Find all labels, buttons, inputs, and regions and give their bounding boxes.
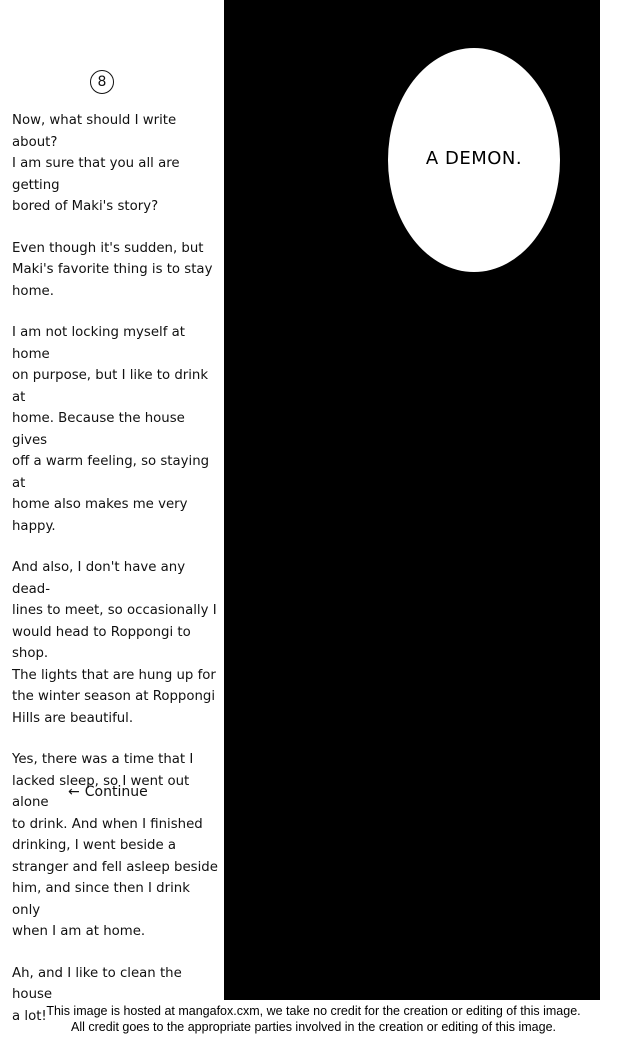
speech-bubble-text: A DEMON.: [425, 147, 523, 169]
speech-bubble: [388, 48, 560, 272]
manga-panel: [224, 0, 600, 1000]
notes-paragraph-4: And also, I don't have any dead- lines to meet, so occasionally I would head to Roppongi to shop. The lights that are hung up for the winter season at Roppongi Hills are beautiful.: [12, 560, 217, 726]
credit-line-1: This image is hosted at mangafox.cxm, we take no credit for the creation or editing of this image.: [46, 1004, 581, 1018]
notes-paragraph-5: Yes, there was a time that I lacked sleep, so I went out alone to drink. And when I finished drinking, I went beside a stranger and fell asleep beside him, and since then I drink only when I am at home.: [12, 752, 218, 939]
page-number: 8: [90, 70, 114, 94]
notes-paragraph-3: I am not locking myself at home on purpose, but I like to drink at home. Because the house gives off a warm feeling, so staying at home also makes me very happy.: [12, 325, 210, 534]
notes-paragraph-2: Even though it's sudden, but Maki's favorite thing is to stay home.: [12, 240, 213, 299]
notes-paragraph-1: Now, what should I write about? I am sure that you all are getting bored of Maki's story?: [12, 113, 180, 214]
continue-note: [68, 784, 148, 800]
hosting-credit: [0, 1003, 627, 1035]
author-notes-text: [12, 110, 220, 1047]
notes-paragraph-6: Ah, and I like to clean the house a lot!: [12, 965, 182, 1024]
arrow-left-icon: ←: [68, 784, 80, 800]
credit-line-2: All credit goes to the appropriate parties involved in the creation or editing of this image.: [71, 1020, 556, 1034]
continue-label: Continue: [84, 784, 148, 800]
author-notes-page: [0, 0, 224, 1024]
